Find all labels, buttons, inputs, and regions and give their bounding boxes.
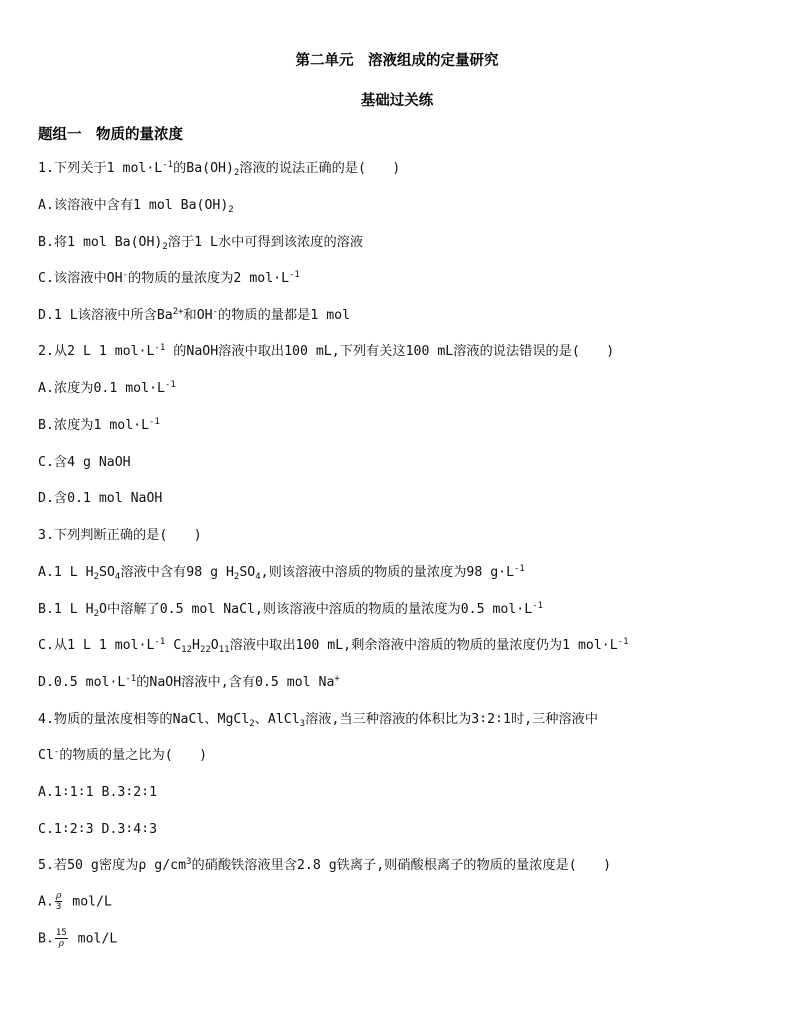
question-4-stem-line-2: Cl-的物质的量之比为( ) — [38, 747, 208, 763]
question-2-option-c: C.含4 g NaOH — [38, 455, 131, 470]
question-1-option-d: D.1 L该溶液中所含$Ba^{2+}$和OH-的物质的量都是1 mol — [38, 307, 351, 323]
question-3-option-c: C.从1 L 1 $mol\cdot L^{-1}$ $C_{12}H_{22}O_{11}$溶液中取出100 mL,剩余溶液中溶质的物质的量浓度仍为1 $mol\cdot L^{-1}$ — [38, 637, 629, 655]
fraction-15-over-rho: $\frac{15}{\rho}$ — [55, 928, 67, 949]
question-1-option-b: B.将1 mol $Ba(OH)_2$溶于1 L水中可得到该浓度的溶液 — [38, 235, 364, 252]
question-1-option-a: A.该溶液中含有1 mol $Ba(OH)_2$ — [38, 198, 234, 215]
section-heading: 题组一 物质的量浓度 — [38, 127, 183, 143]
practice-subtitle: 基础过关练 — [360, 93, 434, 109]
question-4-options-row-2: C.1∶2∶3 D.3∶4∶3 — [38, 822, 158, 837]
question-2-option-b: B.浓度为1 $mol\cdot L^{-1}$ — [38, 417, 160, 433]
question-3-option-d: D.0.5 $mol\cdot L^{-1}$的NaOH溶液中,含有0.5 mol Na+ — [38, 674, 340, 690]
fraction-rho-over-3: $\frac{\rho}{3}$ — [55, 891, 62, 912]
question-3-option-a: A.1 L $H_2SO_4$溶液中含有98 g $H_2SO_4$,则该溶液中溶质的物质的量浓度为98 $g\cdot L^{-1}$ — [38, 564, 525, 582]
question-4-stem-line-1: 4.物质的量浓度相等的NaCl、MgCl$_2$、AlCl$_3$溶液,当三种溶液的体积比为3∶2∶1时,三种溶液中 — [38, 712, 599, 729]
question-3-option-b: B.1 L $H_2O$中溶解了0.5 mol NaCl,则该溶液中溶质的物质的量浓度为0.5 $mol\cdot L^{-1}$ — [38, 601, 544, 619]
question-4-options-row-1: A.1∶1∶1 B.3∶2∶1 — [38, 785, 158, 800]
unit-title: 第二单元 溶液组成的定量研究 — [295, 53, 499, 69]
question-3-stem: 3.下列判断正确的是( ) — [38, 528, 202, 543]
question-5-option-b: B. $\frac{15}{\rho}$ mol/L — [38, 928, 118, 949]
question-1-stem: 1.下列关于1 $mol\cdot L^{-1}$的$Ba(OH)_2$溶液的说法正确的是( ) — [38, 160, 401, 178]
question-2-stem: 2.从2 L 1 $mol\cdot L^{-1}$ 的NaOH溶液中取出100 mL,下列有关这100 mL溶液的说法错误的是( ) — [38, 343, 615, 359]
question-2-option-d: D.含0.1 mol NaOH — [38, 491, 163, 506]
question-2-option-a: A.浓度为0.1 $mol\cdot L^{-1}$ — [38, 380, 176, 396]
question-5-stem: 5.若50 g密度为ρ $g/cm^3$的硝酸铁溶液里含2.8 g铁离子,则硝酸根离子的物质的量浓度是( ) — [38, 857, 612, 873]
question-1-option-c: C.该溶液中OH-的物质的量浓度为2 $mol\cdot L^{-1}$ — [38, 270, 300, 286]
question-5-option-a: A. $\frac{\rho}{3}$ mol/L — [38, 891, 112, 912]
